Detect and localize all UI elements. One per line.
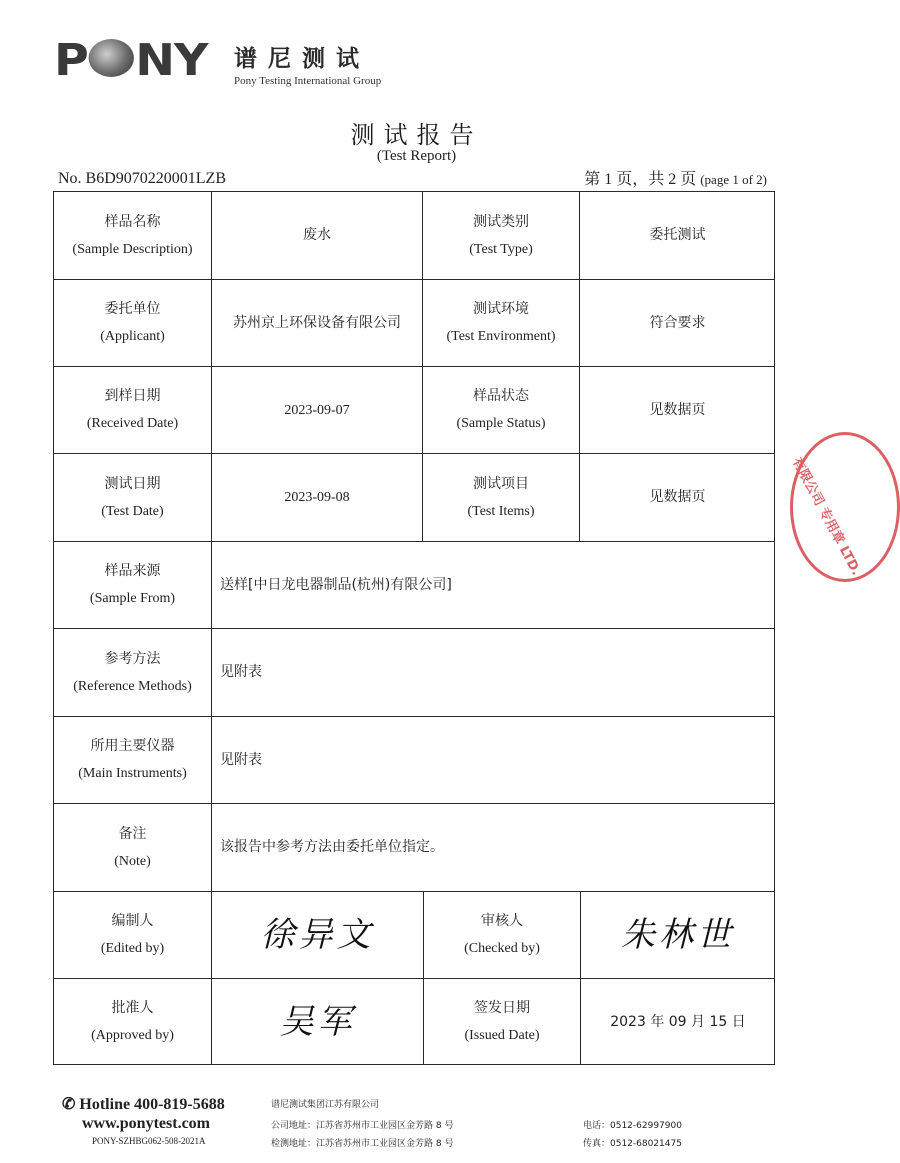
value-reference-methods: 见附表 xyxy=(212,629,775,717)
value-test-items: 见数据页 xyxy=(580,454,775,542)
report-title-english: (Test Report) xyxy=(376,148,457,164)
label-sample-status: 样品状态 (Sample Status) xyxy=(423,367,580,454)
signature-edited-by: 徐异文 xyxy=(212,892,424,979)
report-title: 测试报告 xyxy=(350,121,483,149)
page-indicator-cn: 第 1 页，共 2 页 xyxy=(584,171,697,188)
value-test-environment: 符合要求 xyxy=(580,280,775,367)
signature-approved-by: 吴军 xyxy=(212,979,424,1065)
logo-sphere-icon xyxy=(89,39,134,77)
company-logo xyxy=(54,35,382,87)
label-note: 备注 (Note) xyxy=(54,804,212,892)
footer-company-name: 谱尼测试集团江苏有限公司 xyxy=(271,1100,380,1110)
label-test-environment: 测试环境 (Test Environment) xyxy=(423,280,580,367)
label-sample-description: 样品名称 (Sample Description) xyxy=(54,192,212,280)
footer-fax: 传真：0512-68021475 xyxy=(583,1139,682,1149)
value-issued-date: 2023 年 09 月 15 日 xyxy=(610,1013,746,1030)
page-indicator-en: (page 1 of 2) xyxy=(700,172,767,187)
value-main-instruments: 见附表 xyxy=(212,717,775,804)
value-applicant: 苏州京上环保设备有限公司 xyxy=(212,280,423,367)
value-sample-status: 见数据页 xyxy=(580,367,775,454)
page-indicator xyxy=(584,166,767,189)
footer-doc-number: PONY-SZHBG062-508-2021A xyxy=(92,1136,206,1146)
label-main-instruments: 所用主要仪器 (Main Instruments) xyxy=(54,717,212,804)
label-applicant: 委托单位 (Applicant) xyxy=(54,280,212,367)
footer-website[interactable]: www.ponytest.com xyxy=(82,1115,210,1132)
report-info-table xyxy=(53,191,775,1065)
footer-test-address: 检测地址：江苏省苏州市工业园区金芳路 8 号 xyxy=(271,1139,454,1149)
company-seal xyxy=(790,432,900,582)
label-received-date: 到样日期 (Received Date) xyxy=(54,367,212,454)
value-note: 该报告中参考方法由委托单位指定。 xyxy=(212,804,775,892)
label-checked-by: 审核人 (Checked by) xyxy=(424,892,581,979)
footer-company-address: 公司地址：江苏省苏州市工业园区金芳路 8 号 xyxy=(271,1121,454,1131)
value-sample-description: 废水 xyxy=(212,192,423,280)
page-footer xyxy=(0,1094,833,1154)
report-number: No. B6D9070220001LZB xyxy=(58,170,226,187)
signature-checked-by: 朱林世 xyxy=(581,892,775,979)
label-edited-by: 编制人 (Edited by) xyxy=(54,892,212,979)
value-sample-from: 送样[中日龙电器制品(杭州)有限公司] xyxy=(212,542,775,629)
label-approved-by: 批准人 (Approved by) xyxy=(54,979,212,1065)
logo-chinese-name: 谱尼测试 xyxy=(234,46,370,72)
label-sample-from: 样品来源 (Sample From) xyxy=(54,542,212,629)
label-test-date: 测试日期 (Test Date) xyxy=(54,454,212,542)
footer-telephone: 电话：0512-62997900 xyxy=(583,1121,682,1131)
value-test-date: 2023-09-08 xyxy=(212,454,423,542)
value-test-type: 委托测试 xyxy=(580,192,775,280)
label-issued-date: 签发日期 (Issued Date) xyxy=(424,979,581,1065)
footer-hotline: ✆ Hotline 400-819-5688 xyxy=(62,1096,225,1113)
company-seal-text: 有限公司 专用章 LTD. xyxy=(788,455,864,578)
logo-english-name: Pony Testing International Group xyxy=(234,75,382,87)
phone-icon: ✆ xyxy=(62,1096,76,1113)
label-reference-methods: 参考方法 (Reference Methods) xyxy=(54,629,212,717)
logo-wordmark: P NY xyxy=(54,35,208,86)
label-test-type: 测试类别 (Test Type) xyxy=(423,192,580,280)
value-received-date: 2023-09-07 xyxy=(212,367,423,454)
label-test-items: 测试项目 (Test Items) xyxy=(423,454,580,542)
